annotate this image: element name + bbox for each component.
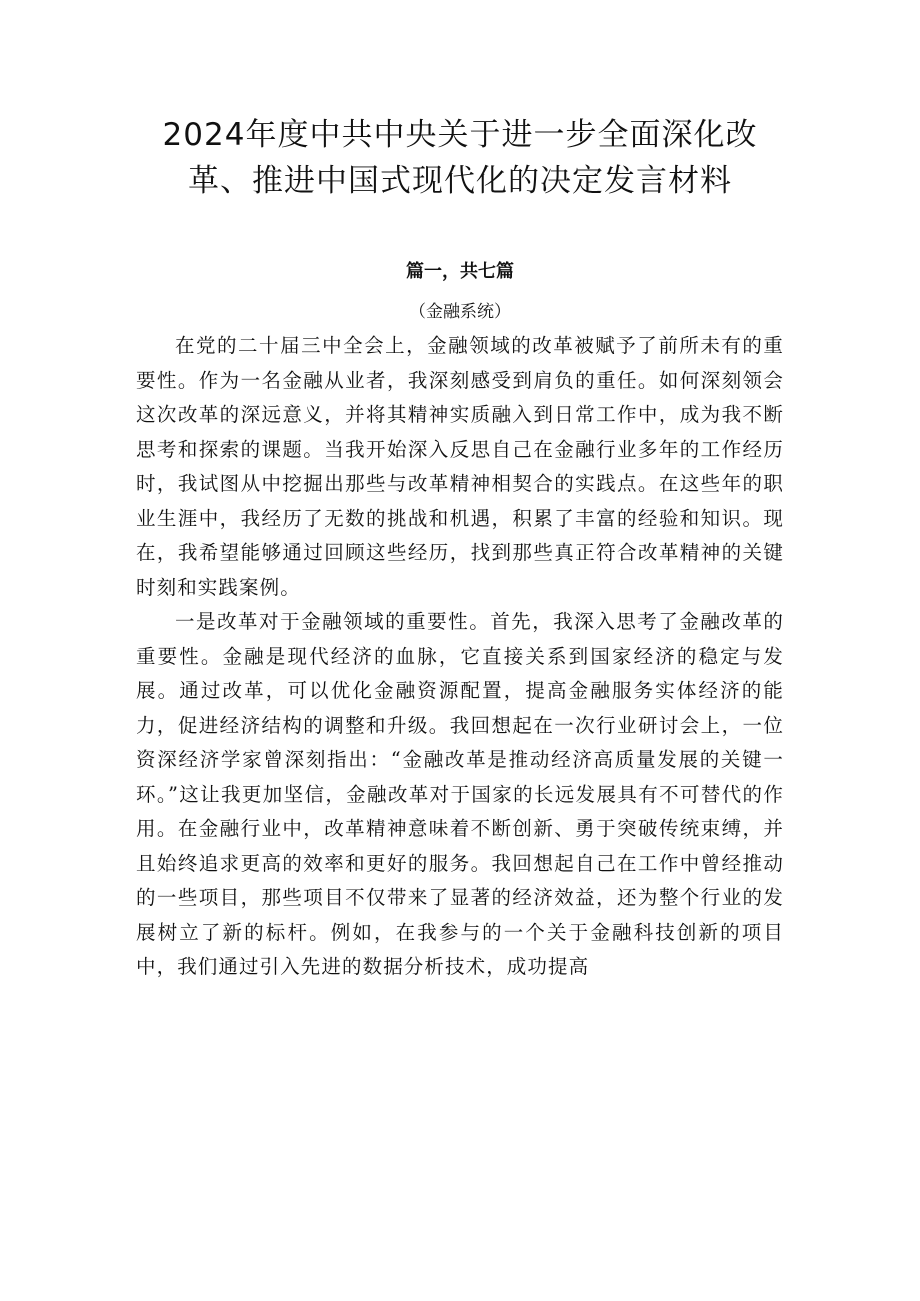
document-category: （金融系统） [409, 302, 511, 322]
document-body [136, 329, 784, 985]
paragraph-1: 在党的二十届三中全会上，金融领域的改革被赋予了前所未有的重要性。作为一名金融从业者，我深刻感受到肩负的重任。如何深刻领会这次改革的深远意义，并将其精神实质融入到日常工作中，成为我不断思考和探索的课题。当我开始深入反思自己在金融行业多年的工作经历时，我试图从中挖掘出那些与改革精神相契合的实践点。在这些年的职业生涯中，我经历了无数的挑战和机遇，积累了丰富的经验和知识。现在，我希望能够通过回顾这些经历，找到那些真正符合改革精神的关键时刻和实践案例。 [136, 334, 784, 599]
document-title: 2024年度中共中央关于进一步全面深化改革、推进中国式现代化的决定发言材料 [162, 117, 758, 199]
paragraph-2: 一是改革对于金融领域的重要性。首先，我深入思考了金融改革的重要性。金融是现代经济的血脉，它直接关系到国家经济的稳定与发展。通过改革，可以优化金融资源配置，提高金融服务实体经济的能力，促进经济结构的调整和升级。我回想起在一次行业研讨会上，一位资深经济学家曾深刻指出：“金融改革是推动经济高质量发展的关键一环。”这让我更加坚信，金融改革对于国家的长远发展具有不可替代的作用。在金融行业中，改革精神意味着不断创新、勇于突破传统束缚，并且始终追求更高的效率和更好的服务。我回想起自己在工作中曾经推动的一些项目，那些项目不仅带来了显著的经济效益，还为整个行业的发展树立了新的标杆。例如，在我参与的一个关于金融科技创新的项目中，我们通过引入先进的数据分析技术，成功提高 [136, 610, 784, 978]
document-subtitle: 篇一，共七篇 [406, 261, 514, 282]
